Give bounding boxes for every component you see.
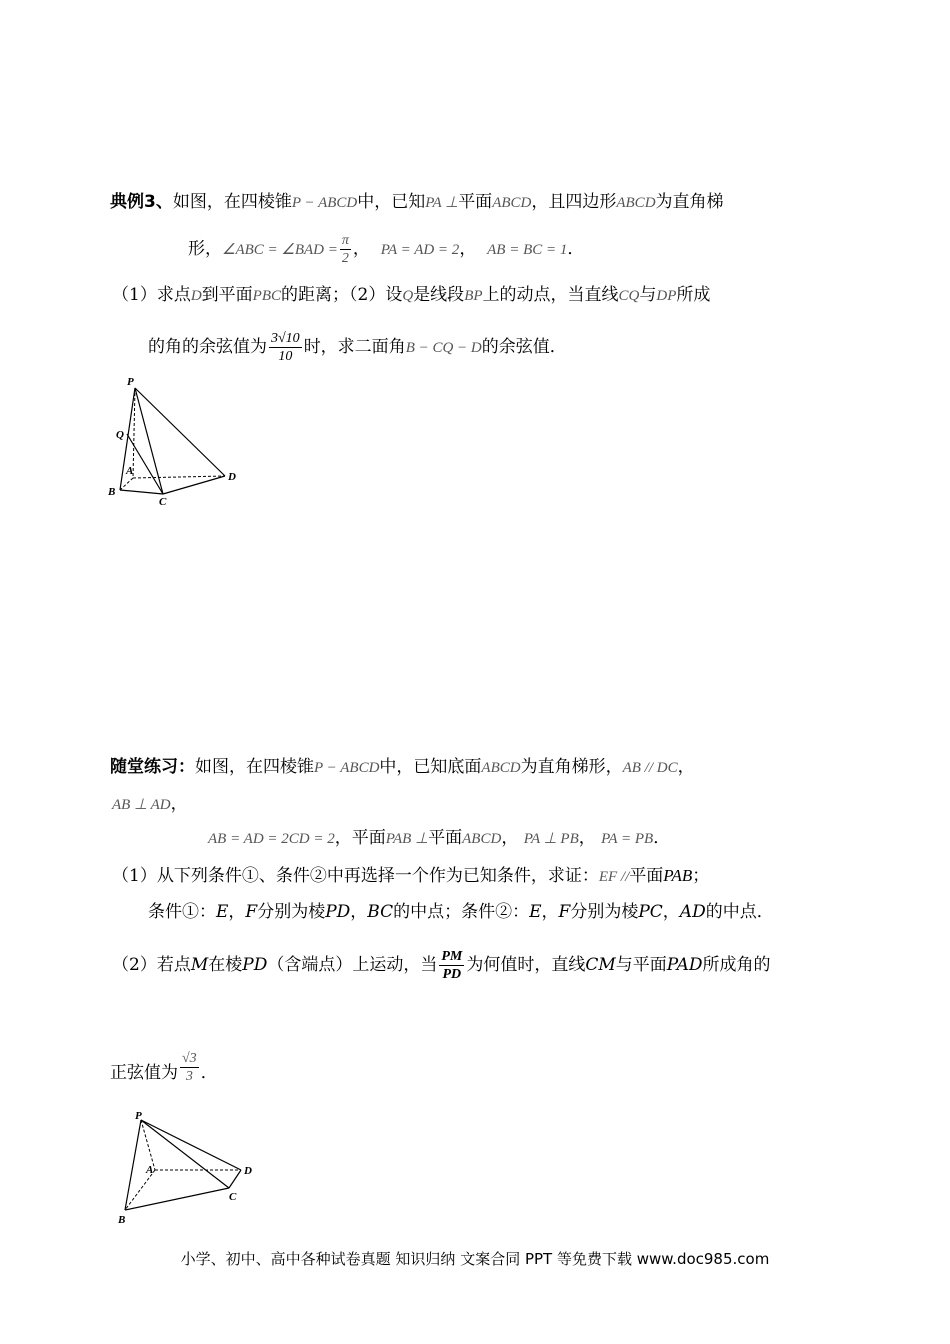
math: EF // [598,869,630,885]
math: D [190,288,202,304]
math: PA ⊥ [425,195,459,211]
text: 到平面 [201,285,253,305]
math: P − ABCD [291,195,358,211]
math: AB ⊥ AD [112,797,171,813]
text: ， [677,757,695,777]
math: PBC [252,288,282,304]
practice-line1 [110,755,695,780]
text: （含端点）上运动，当 [267,955,438,975]
practice-line2 [112,792,188,817]
frac-num: √3 [182,1051,197,1066]
text: ， [459,239,477,259]
text: 与 [639,285,657,305]
math: B − CQ − D [405,340,482,356]
frac-den: 10 [278,349,293,364]
segment-QC [127,434,163,494]
math: DP [656,288,677,304]
text: 分别为棱 [257,902,326,922]
math: BP [464,288,483,304]
label-B: B [118,1214,126,1226]
math: PA = PB [601,831,654,847]
edge-BC [120,490,163,494]
math: AB = BC = 1 [487,242,568,258]
text: 与平面 [615,955,667,975]
math: ABCD [462,831,502,847]
math: F [245,902,258,922]
text: ， [578,828,596,848]
text: 中，已知 [357,192,426,212]
text: ． [200,1063,218,1083]
math: P − ABCD [314,760,380,776]
text: ． [653,828,671,848]
page-footer: 小学、初中、高中各种试卷真题 知识归纳 文案合同 PPT 等免费下载 www.doc985.com [180,1250,770,1268]
text: 所成角的 [702,955,771,975]
text: 形， [188,239,222,259]
text: ， [501,828,519,848]
text: ， [541,902,559,922]
frac-den: PD [442,967,462,982]
edge-PB [125,1120,141,1210]
fraction-3sqrt10-over-10 [269,330,302,365]
math: PAD [666,955,703,975]
text: ， [228,902,246,922]
text: （1）求点 [112,285,191,305]
label-Q: Q [116,429,124,441]
example3-label: 典例3、 [110,192,173,212]
frac-num: π [341,233,349,248]
text: 的中点；条件②： [393,902,530,922]
text: 为何值时，直线 [466,955,586,975]
frac-den: 2 [341,251,349,266]
text: 中，已知底面 [379,757,482,777]
math: ∠ABC = ∠BAD = [222,242,338,258]
edge-PD [141,1120,241,1170]
math: ABCD [481,760,521,776]
math: AB = AD = 2CD = 2 [208,831,335,847]
text: 如图，在四棱锥 [195,757,314,777]
text: 正弦值为 [110,1063,178,1083]
text: ，平面 [334,828,386,848]
label-C: C [229,1191,237,1203]
text: ． [567,239,585,259]
text: 所成 [676,285,711,305]
text: ，且四边形 [531,192,617,212]
text: 的角的余弦值为 [148,337,267,357]
math: PD [325,902,351,922]
math: PA = AD = 2 [380,242,460,258]
text: 分别为棱 [570,902,639,922]
math: F [558,902,571,922]
frac-num: PM [441,949,463,964]
math: CQ [618,288,640,304]
math: ABCD [492,195,532,211]
text: ， [662,902,680,922]
text: 平面 [458,192,493,212]
practice-label: 随堂练习： [110,757,195,777]
text: ， [170,794,188,814]
math: PD [242,955,268,975]
text: ； [692,866,710,886]
text: ， [352,239,370,259]
text: 的余弦值． [481,337,567,357]
math: E [216,902,229,922]
fraction-PM-over-PD [439,948,464,983]
label-P: P [127,376,134,388]
fraction-sqrt3-over-3 [180,1050,199,1085]
label-A: A [126,465,134,477]
label-A: A [146,1164,154,1176]
text: 为直角梯形， [520,757,623,777]
math: AB // DC [622,760,678,776]
math: PAB [663,866,693,885]
edge-CD [229,1170,241,1188]
frac-den: 3 [185,1069,193,1084]
text: 时，求二面角 [303,337,406,357]
example3-question-line2 [148,330,567,365]
math: PAB ⊥ [385,831,429,847]
practice-question2 [112,948,771,983]
edge-PC [141,1120,229,1188]
practice-question1 [112,864,709,889]
text: 上的动点，当直线 [482,285,619,305]
math: AD [679,902,706,922]
text: 平面 [629,866,664,886]
text: 在棱 [208,955,243,975]
edge-AD [133,476,225,478]
example3-question-line1 [112,283,710,308]
text: 如图，在四棱锥 [172,192,292,212]
label-B: B [108,486,116,498]
label-D: D [244,1165,252,1177]
label-C: C [159,496,167,507]
example3-line2 [188,232,584,267]
text: （2）若点 [112,955,191,975]
text: 的距离；（2）设 [281,285,403,305]
frac-num: 3√10 [271,331,300,346]
text: 是线段 [413,285,465,305]
edge-PA [141,1120,155,1170]
math: E [529,902,542,922]
text: 条件①： [148,902,216,922]
text: 平面 [428,828,463,848]
edge-CD [163,476,225,494]
example3-pyramid-figure [105,372,245,507]
example3-line1 [110,190,724,215]
math: PA ⊥ PB [523,831,579,847]
math: PC [638,902,663,922]
label-D: D [228,471,236,483]
text: 为直角梯 [655,192,724,212]
text: ， [350,902,368,922]
practice-question2-cont [110,1050,218,1085]
edge-BC [125,1188,229,1210]
math: BC [367,902,394,922]
practice-conditions [148,900,774,924]
text: （1）从下列条件①、条件②中再选择一个作为已知条件，求证： [112,866,599,886]
practice-pyramid-figure [115,1110,260,1230]
math: M [190,955,209,975]
edge-PD [135,388,225,476]
text: 的中点． [705,902,774,922]
practice-line3 [208,826,670,851]
label-P: P [135,1110,142,1122]
fraction-pi-over-2 [340,232,351,267]
math: ABCD [616,195,656,211]
math: Q [402,288,414,304]
math: CM [585,955,616,975]
